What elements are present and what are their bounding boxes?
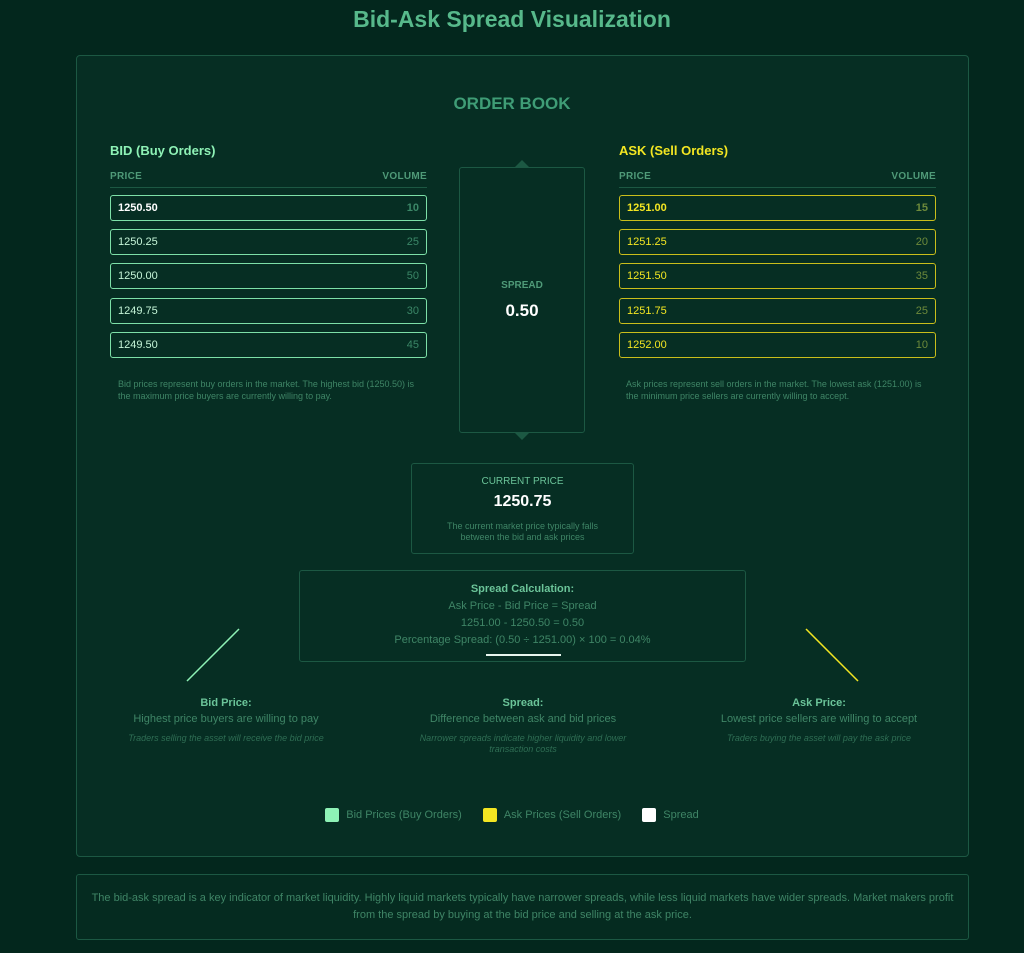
ask-volume: 20 [915, 236, 928, 248]
calculation-percentage: Percentage Spread: (0.50 ÷ 1251.00) × 100 = 0.04% [394, 634, 651, 646]
bid-explanation [106, 697, 346, 744]
legend-label: Bid Prices (Buy Orders) [346, 808, 462, 821]
ask-volume: 10 [915, 339, 928, 351]
bid-volume: 45 [406, 339, 419, 351]
spread-swatch-icon [642, 808, 656, 822]
current-price-value: 1250.75 [493, 493, 552, 510]
bid-volume-header: VOLUME [382, 171, 427, 182]
bid-explanation-detail: Traders selling the asset will receive the bid price [128, 733, 324, 743]
calculation-example: 1251.00 - 1250.50 = 0.50 [460, 617, 585, 629]
ask-volume: 25 [915, 305, 928, 317]
current-price-note: The current market price typically falls between the bid and ask prices [446, 521, 599, 542]
bid-explanation-desc: Highest price buyers are willing to pay [133, 713, 319, 725]
ask-explanation-desc: Lowest price sellers are willing to accept [720, 713, 918, 725]
footer-note: The bid-ask spread is a key indicator of market liquidity. Highly liquid markets typically have narrower spreads, while less liquid markets have wider spreads. Market makers profit from the spread by buying at the bid price and selling at the ask price. [76, 874, 969, 940]
ask-price: 1252.00 [627, 339, 667, 351]
bid-price: 1250.50 [118, 202, 158, 214]
ask-volume-header: VOLUME [891, 171, 936, 182]
spread-explanation-heading: Spread: [502, 697, 544, 709]
ask-explanation [694, 697, 944, 744]
calculation-title: Spread Calculation: [470, 583, 575, 595]
bid-section-title: BID (Buy Orders) [110, 143, 216, 158]
bid-explanation-heading: Bid Price: [200, 697, 252, 709]
spread-label: SPREAD [501, 280, 543, 291]
bid-price: 1250.00 [118, 270, 158, 282]
bid-price: 1249.50 [118, 339, 158, 351]
ask-price: 1251.75 [627, 305, 667, 317]
ask-explanation-heading: Ask Price: [792, 697, 846, 709]
spread-explanation-detail: Narrower spreads indicate higher liquidity and lower transaction costs [419, 733, 627, 754]
legend-label: Ask Prices (Sell Orders) [503, 808, 622, 821]
bid-swatch-icon [325, 808, 339, 822]
bid-price-header: PRICE [110, 171, 143, 182]
bid-volume: 30 [406, 305, 419, 317]
ask-price: 1251.00 [627, 202, 667, 214]
legend-item-spread [642, 808, 698, 822]
legend-item-ask [483, 808, 621, 822]
ask-price: 1251.25 [627, 236, 667, 248]
bid-connector-line [187, 629, 239, 681]
bid-volume: 10 [406, 202, 419, 214]
spread-explanation [407, 697, 639, 755]
ask-note: Ask prices represent sell orders in the market. The lowest ask (1251.00) is the minimum price sellers are currently willing to accept. [626, 379, 922, 401]
ask-connector-line [806, 629, 858, 681]
legend-item-bid [325, 808, 462, 822]
bid-volume: 50 [406, 270, 419, 282]
ask-price: 1251.50 [627, 270, 667, 282]
legend-label: Spread [663, 808, 699, 821]
calculation-formula: Ask Price - Bid Price = Spread [448, 600, 597, 612]
bid-note: Bid prices represent buy orders in the market. The highest bid (1250.50) is the maximum price buyers are currently willing to pay. [118, 379, 414, 401]
order-book-title: ORDER BOOK [453, 94, 571, 113]
ask-explanation-detail: Traders buying the asset will pay the ask price [727, 733, 911, 743]
ask-volume: 15 [915, 202, 928, 214]
current-price-label: CURRENT PRICE [481, 476, 564, 487]
ask-swatch-icon [483, 808, 497, 822]
page-title: Bid-Ask Spread Visualization [353, 6, 671, 32]
spread-value: 0.50 [505, 301, 539, 320]
spread-explanation-desc: Difference between ask and bid prices [429, 713, 617, 725]
ask-section-title: ASK (Sell Orders) [619, 143, 729, 158]
ask-price-header: PRICE [619, 171, 652, 182]
bid-price: 1250.25 [118, 236, 158, 248]
bid-price: 1249.75 [118, 305, 158, 317]
ask-volume: 35 [915, 270, 928, 282]
bid-volume: 25 [406, 236, 419, 248]
legend [0, 808, 1024, 822]
